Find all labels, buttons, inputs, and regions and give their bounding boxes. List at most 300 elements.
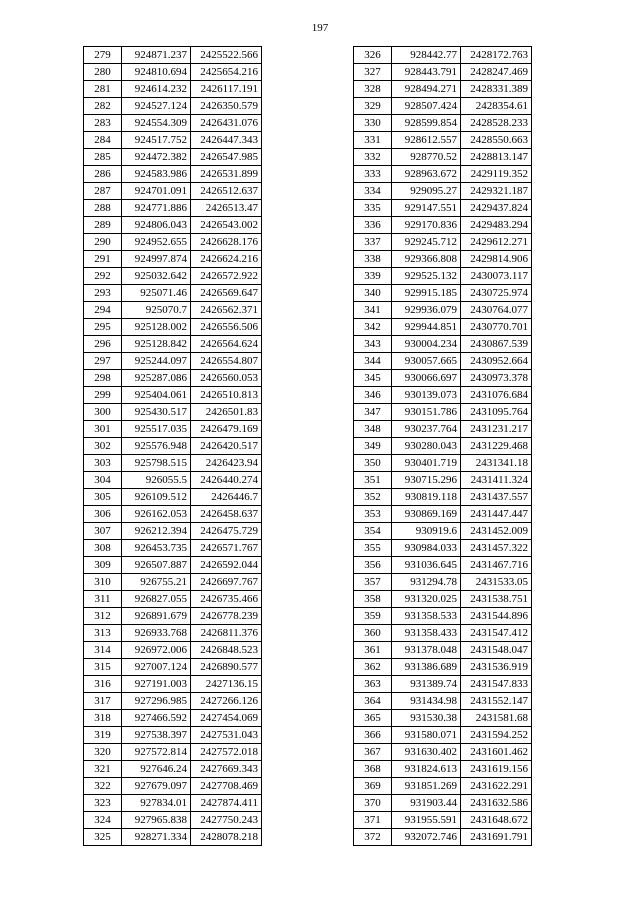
point-number-cell: 346	[354, 387, 392, 404]
coordinate-table-left	[83, 46, 262, 846]
table-row	[354, 183, 532, 200]
point-number-cell: 325	[84, 829, 122, 846]
x-coordinate-cell: 928612.557	[392, 132, 461, 149]
y-coordinate-cell: 2428247.469	[461, 64, 532, 81]
point-number-cell: 349	[354, 438, 392, 455]
x-coordinate-cell: 931434.98	[392, 693, 461, 710]
point-number-cell: 304	[84, 472, 122, 489]
y-coordinate-cell: 2426592.044	[191, 557, 262, 574]
table-row	[84, 710, 262, 727]
point-number-cell: 329	[354, 98, 392, 115]
x-coordinate-cell: 928442.77	[392, 47, 461, 64]
table-row	[354, 710, 532, 727]
y-coordinate-cell: 2427454.069	[191, 710, 262, 727]
table-row	[84, 506, 262, 523]
y-coordinate-cell: 2426554.807	[191, 353, 262, 370]
x-coordinate-cell: 924527.124	[122, 98, 191, 115]
x-coordinate-cell: 930869.169	[392, 506, 461, 523]
point-number-cell: 338	[354, 251, 392, 268]
y-coordinate-cell: 2426513.47	[191, 200, 262, 217]
point-number-cell: 347	[354, 404, 392, 421]
point-number-cell: 299	[84, 387, 122, 404]
y-coordinate-cell: 2427266.126	[191, 693, 262, 710]
x-coordinate-cell: 929915.185	[392, 285, 461, 302]
y-coordinate-cell: 2426431.076	[191, 115, 262, 132]
table-row	[84, 591, 262, 608]
point-number-cell: 358	[354, 591, 392, 608]
x-coordinate-cell: 924771.886	[122, 200, 191, 217]
point-number-cell: 326	[354, 47, 392, 64]
point-number-cell: 287	[84, 183, 122, 200]
x-coordinate-cell: 924701.091	[122, 183, 191, 200]
y-coordinate-cell: 2429612.271	[461, 234, 532, 251]
x-coordinate-cell: 927572.814	[122, 744, 191, 761]
y-coordinate-cell: 2426624.216	[191, 251, 262, 268]
x-coordinate-cell: 925798.515	[122, 455, 191, 472]
table-row	[84, 166, 262, 183]
y-coordinate-cell: 2431437.557	[461, 489, 532, 506]
y-coordinate-cell: 2431581.68	[461, 710, 532, 727]
table-row	[354, 234, 532, 251]
table-row	[354, 540, 532, 557]
x-coordinate-cell: 924810.694	[122, 64, 191, 81]
table-row	[354, 591, 532, 608]
table-row	[84, 64, 262, 81]
y-coordinate-cell: 2426475.729	[191, 523, 262, 540]
point-number-cell: 316	[84, 676, 122, 693]
table-row	[84, 642, 262, 659]
x-coordinate-cell: 926109.512	[122, 489, 191, 506]
table-row	[84, 693, 262, 710]
point-number-cell: 313	[84, 625, 122, 642]
y-coordinate-cell: 2431457.322	[461, 540, 532, 557]
table-row	[84, 829, 262, 846]
y-coordinate-cell: 2431538.751	[461, 591, 532, 608]
table-row	[84, 744, 262, 761]
table-row	[354, 659, 532, 676]
x-coordinate-cell: 931955.591	[392, 812, 461, 829]
y-coordinate-cell: 2431533.05	[461, 574, 532, 591]
y-coordinate-cell: 2431691.791	[461, 829, 532, 846]
x-coordinate-cell: 925430.517	[122, 404, 191, 421]
y-coordinate-cell: 2430973.378	[461, 370, 532, 387]
table-row	[354, 370, 532, 387]
y-coordinate-cell: 2426512.637	[191, 183, 262, 200]
table-row	[84, 183, 262, 200]
x-coordinate-cell: 929936.079	[392, 302, 461, 319]
point-number-cell: 300	[84, 404, 122, 421]
y-coordinate-cell: 2429119.352	[461, 166, 532, 183]
x-coordinate-cell: 927296.985	[122, 693, 191, 710]
point-number-cell: 322	[84, 778, 122, 795]
table-row	[354, 744, 532, 761]
x-coordinate-cell: 931320.025	[392, 591, 461, 608]
table-row	[84, 47, 262, 64]
table-row	[84, 608, 262, 625]
x-coordinate-cell: 930984.033	[392, 540, 461, 557]
x-coordinate-cell: 931386.689	[392, 659, 461, 676]
point-number-cell: 337	[354, 234, 392, 251]
x-coordinate-cell: 928271.334	[122, 829, 191, 846]
point-number-cell: 336	[354, 217, 392, 234]
x-coordinate-cell: 929245.712	[392, 234, 461, 251]
x-coordinate-cell: 931294.78	[392, 574, 461, 591]
table-row	[354, 64, 532, 81]
point-number-cell: 324	[84, 812, 122, 829]
point-number-cell: 335	[354, 200, 392, 217]
point-number-cell: 361	[354, 642, 392, 659]
x-coordinate-cell: 925070.7	[122, 302, 191, 319]
point-number-cell: 319	[84, 727, 122, 744]
table-row	[354, 149, 532, 166]
y-coordinate-cell: 2431411.324	[461, 472, 532, 489]
point-number-cell: 293	[84, 285, 122, 302]
point-number-cell: 296	[84, 336, 122, 353]
x-coordinate-cell: 926891.679	[122, 608, 191, 625]
y-coordinate-cell: 2427531.043	[191, 727, 262, 744]
x-coordinate-cell: 929366.808	[392, 251, 461, 268]
x-coordinate-cell: 924806.043	[122, 217, 191, 234]
point-number-cell: 298	[84, 370, 122, 387]
table-row	[354, 455, 532, 472]
y-coordinate-cell: 2426117.191	[191, 81, 262, 98]
x-coordinate-cell: 927191.003	[122, 676, 191, 693]
point-number-cell: 333	[354, 166, 392, 183]
y-coordinate-cell: 2428078.218	[191, 829, 262, 846]
x-coordinate-cell: 926162.053	[122, 506, 191, 523]
y-coordinate-cell: 2431547.412	[461, 625, 532, 642]
table-row	[354, 421, 532, 438]
table-row	[84, 676, 262, 693]
table-row	[354, 625, 532, 642]
y-coordinate-cell: 2426350.579	[191, 98, 262, 115]
x-coordinate-cell: 929944.851	[392, 319, 461, 336]
table-row	[84, 761, 262, 778]
point-number-cell: 352	[354, 489, 392, 506]
table-row	[354, 778, 532, 795]
x-coordinate-cell: 924614.232	[122, 81, 191, 98]
point-number-cell: 306	[84, 506, 122, 523]
point-number-cell: 362	[354, 659, 392, 676]
x-coordinate-cell: 927965.838	[122, 812, 191, 829]
table-row	[354, 268, 532, 285]
table-row	[354, 693, 532, 710]
x-coordinate-cell: 930819.118	[392, 489, 461, 506]
point-number-cell: 332	[354, 149, 392, 166]
table-row	[354, 200, 532, 217]
table-row	[84, 302, 262, 319]
y-coordinate-cell: 2430073.117	[461, 268, 532, 285]
y-coordinate-cell: 2426571.767	[191, 540, 262, 557]
table-row	[84, 319, 262, 336]
table-row	[84, 387, 262, 404]
x-coordinate-cell: 924871.237	[122, 47, 191, 64]
table-row	[354, 115, 532, 132]
table-row	[354, 829, 532, 846]
table-row	[84, 540, 262, 557]
x-coordinate-cell: 925244.097	[122, 353, 191, 370]
point-number-cell: 317	[84, 693, 122, 710]
table-row	[84, 404, 262, 421]
table-row	[354, 47, 532, 64]
point-number-cell: 356	[354, 557, 392, 574]
point-number-cell: 357	[354, 574, 392, 591]
point-number-cell: 315	[84, 659, 122, 676]
x-coordinate-cell: 931630.402	[392, 744, 461, 761]
point-number-cell: 312	[84, 608, 122, 625]
y-coordinate-cell: 2430764.077	[461, 302, 532, 319]
point-number-cell: 330	[354, 115, 392, 132]
x-coordinate-cell: 931036.645	[392, 557, 461, 574]
table-row	[84, 472, 262, 489]
point-number-cell: 288	[84, 200, 122, 217]
table-row	[354, 132, 532, 149]
y-coordinate-cell: 2430952.664	[461, 353, 532, 370]
point-number-cell: 292	[84, 268, 122, 285]
point-number-cell: 355	[354, 540, 392, 557]
point-number-cell: 314	[84, 642, 122, 659]
table-row	[84, 778, 262, 795]
y-coordinate-cell: 2428528.233	[461, 115, 532, 132]
y-coordinate-cell: 2427874.411	[191, 795, 262, 812]
x-coordinate-cell: 931903.44	[392, 795, 461, 812]
table-row	[84, 421, 262, 438]
x-coordinate-cell: 925517.035	[122, 421, 191, 438]
table-row	[84, 115, 262, 132]
table-row	[354, 302, 532, 319]
x-coordinate-cell: 930057.665	[392, 353, 461, 370]
table-row	[354, 336, 532, 353]
y-coordinate-cell: 2430867.539	[461, 336, 532, 353]
table-row	[84, 812, 262, 829]
x-coordinate-cell: 926755.21	[122, 574, 191, 591]
table-row	[84, 353, 262, 370]
x-coordinate-cell: 926453.735	[122, 540, 191, 557]
x-coordinate-cell: 928770.52	[392, 149, 461, 166]
table-row	[354, 557, 532, 574]
y-coordinate-cell: 2426440.274	[191, 472, 262, 489]
point-number-cell: 302	[84, 438, 122, 455]
y-coordinate-cell: 2428331.389	[461, 81, 532, 98]
point-number-cell: 281	[84, 81, 122, 98]
table-row	[354, 812, 532, 829]
y-coordinate-cell: 2426423.94	[191, 455, 262, 472]
y-coordinate-cell: 2431548.047	[461, 642, 532, 659]
point-number-cell: 369	[354, 778, 392, 795]
table-row	[84, 557, 262, 574]
x-coordinate-cell: 925576.948	[122, 438, 191, 455]
table-row	[84, 574, 262, 591]
table-row	[354, 404, 532, 421]
x-coordinate-cell: 928494.271	[392, 81, 461, 98]
y-coordinate-cell: 2426628.176	[191, 234, 262, 251]
table-row	[354, 285, 532, 302]
y-coordinate-cell: 2429814.906	[461, 251, 532, 268]
point-number-cell: 340	[354, 285, 392, 302]
y-coordinate-cell: 2427572.018	[191, 744, 262, 761]
x-coordinate-cell: 931824.613	[392, 761, 461, 778]
point-number-cell: 328	[354, 81, 392, 98]
point-number-cell: 295	[84, 319, 122, 336]
y-coordinate-cell: 2431594.252	[461, 727, 532, 744]
y-coordinate-cell: 2427136.15	[191, 676, 262, 693]
table-row	[84, 132, 262, 149]
point-number-cell: 350	[354, 455, 392, 472]
point-number-cell: 342	[354, 319, 392, 336]
table-row	[354, 574, 532, 591]
point-number-cell: 285	[84, 149, 122, 166]
table-row	[354, 676, 532, 693]
x-coordinate-cell: 925032.642	[122, 268, 191, 285]
x-coordinate-cell: 931851.269	[392, 778, 461, 795]
x-coordinate-cell: 930237.764	[392, 421, 461, 438]
x-coordinate-cell: 925128.842	[122, 336, 191, 353]
y-coordinate-cell: 2426562.371	[191, 302, 262, 319]
point-number-cell: 351	[354, 472, 392, 489]
table-row	[354, 727, 532, 744]
table-row	[84, 625, 262, 642]
point-number-cell: 323	[84, 795, 122, 812]
point-number-cell: 366	[354, 727, 392, 744]
x-coordinate-cell: 928507.424	[392, 98, 461, 115]
table-row	[354, 523, 532, 540]
y-coordinate-cell: 2426447.343	[191, 132, 262, 149]
x-coordinate-cell: 929525.132	[392, 268, 461, 285]
y-coordinate-cell: 2426479.169	[191, 421, 262, 438]
y-coordinate-cell: 2428550.663	[461, 132, 532, 149]
point-number-cell: 303	[84, 455, 122, 472]
table-row	[84, 149, 262, 166]
table-row	[84, 438, 262, 455]
y-coordinate-cell: 2431536.919	[461, 659, 532, 676]
point-number-cell: 286	[84, 166, 122, 183]
y-coordinate-cell: 2426458.637	[191, 506, 262, 523]
x-coordinate-cell: 927679.097	[122, 778, 191, 795]
table-row	[354, 795, 532, 812]
table-row	[84, 336, 262, 353]
y-coordinate-cell: 2431619.156	[461, 761, 532, 778]
x-coordinate-cell: 926212.394	[122, 523, 191, 540]
x-coordinate-cell: 932072.746	[392, 829, 461, 846]
x-coordinate-cell: 931358.433	[392, 625, 461, 642]
x-coordinate-cell: 930715.296	[392, 472, 461, 489]
x-coordinate-cell: 929095.27	[392, 183, 461, 200]
point-number-cell: 368	[354, 761, 392, 778]
page-number: 197	[311, 22, 329, 34]
point-number-cell: 305	[84, 489, 122, 506]
table-row	[84, 200, 262, 217]
table-row	[354, 319, 532, 336]
table-row	[84, 370, 262, 387]
point-number-cell: 345	[354, 370, 392, 387]
point-number-cell: 364	[354, 693, 392, 710]
point-number-cell: 294	[84, 302, 122, 319]
table-row	[84, 523, 262, 540]
x-coordinate-cell: 928599.854	[392, 115, 461, 132]
point-number-cell: 307	[84, 523, 122, 540]
y-coordinate-cell: 2426446.7	[191, 489, 262, 506]
point-number-cell: 348	[354, 421, 392, 438]
table-row	[84, 455, 262, 472]
table-row	[354, 387, 532, 404]
table-row	[84, 81, 262, 98]
point-number-cell: 310	[84, 574, 122, 591]
y-coordinate-cell: 2426543.002	[191, 217, 262, 234]
table-row	[354, 166, 532, 183]
table-row	[84, 285, 262, 302]
y-coordinate-cell: 2426560.053	[191, 370, 262, 387]
y-coordinate-cell: 2431632.586	[461, 795, 532, 812]
y-coordinate-cell: 2427750.243	[191, 812, 262, 829]
x-coordinate-cell: 930280.043	[392, 438, 461, 455]
x-coordinate-cell: 925071.46	[122, 285, 191, 302]
x-coordinate-cell: 930401.719	[392, 455, 461, 472]
table-row	[354, 81, 532, 98]
table-row	[84, 268, 262, 285]
y-coordinate-cell: 2431544.896	[461, 608, 532, 625]
x-coordinate-cell: 931358.533	[392, 608, 461, 625]
table-row	[354, 472, 532, 489]
table-row	[354, 438, 532, 455]
point-number-cell: 334	[354, 183, 392, 200]
y-coordinate-cell: 2426564.624	[191, 336, 262, 353]
x-coordinate-cell: 929147.551	[392, 200, 461, 217]
table-row	[84, 727, 262, 744]
x-coordinate-cell: 926507.887	[122, 557, 191, 574]
y-coordinate-cell: 2428354.61	[461, 98, 532, 115]
point-number-cell: 279	[84, 47, 122, 64]
y-coordinate-cell: 2426572.922	[191, 268, 262, 285]
y-coordinate-cell: 2426510.813	[191, 387, 262, 404]
y-coordinate-cell: 2431467.716	[461, 557, 532, 574]
point-number-cell: 331	[354, 132, 392, 149]
y-coordinate-cell: 2431229.468	[461, 438, 532, 455]
y-coordinate-cell: 2431076.684	[461, 387, 532, 404]
x-coordinate-cell: 926933.768	[122, 625, 191, 642]
x-coordinate-cell: 930004.234	[392, 336, 461, 353]
x-coordinate-cell: 925128.002	[122, 319, 191, 336]
point-number-cell: 371	[354, 812, 392, 829]
x-coordinate-cell: 931580.071	[392, 727, 461, 744]
y-coordinate-cell: 2426778.239	[191, 608, 262, 625]
x-coordinate-cell: 930139.073	[392, 387, 461, 404]
y-coordinate-cell: 2430725.974	[461, 285, 532, 302]
x-coordinate-cell: 927538.397	[122, 727, 191, 744]
y-coordinate-cell: 2427708.469	[191, 778, 262, 795]
table-row	[84, 217, 262, 234]
table-row	[84, 234, 262, 251]
point-number-cell: 283	[84, 115, 122, 132]
x-coordinate-cell: 926827.055	[122, 591, 191, 608]
x-coordinate-cell: 928963.672	[392, 166, 461, 183]
x-coordinate-cell: 930066.697	[392, 370, 461, 387]
table-row	[84, 659, 262, 676]
point-number-cell: 327	[354, 64, 392, 81]
y-coordinate-cell: 2426531.899	[191, 166, 262, 183]
table-row	[354, 761, 532, 778]
point-number-cell: 290	[84, 234, 122, 251]
table-row	[354, 217, 532, 234]
x-coordinate-cell: 926055.5	[122, 472, 191, 489]
coordinate-table-body	[84, 47, 262, 846]
point-number-cell: 367	[354, 744, 392, 761]
y-coordinate-cell: 2430770.701	[461, 319, 532, 336]
x-coordinate-cell: 931530.38	[392, 710, 461, 727]
y-coordinate-cell: 2426811.376	[191, 625, 262, 642]
y-coordinate-cell: 2431547.833	[461, 676, 532, 693]
y-coordinate-cell: 2429437.824	[461, 200, 532, 217]
y-coordinate-cell: 2431622.291	[461, 778, 532, 795]
